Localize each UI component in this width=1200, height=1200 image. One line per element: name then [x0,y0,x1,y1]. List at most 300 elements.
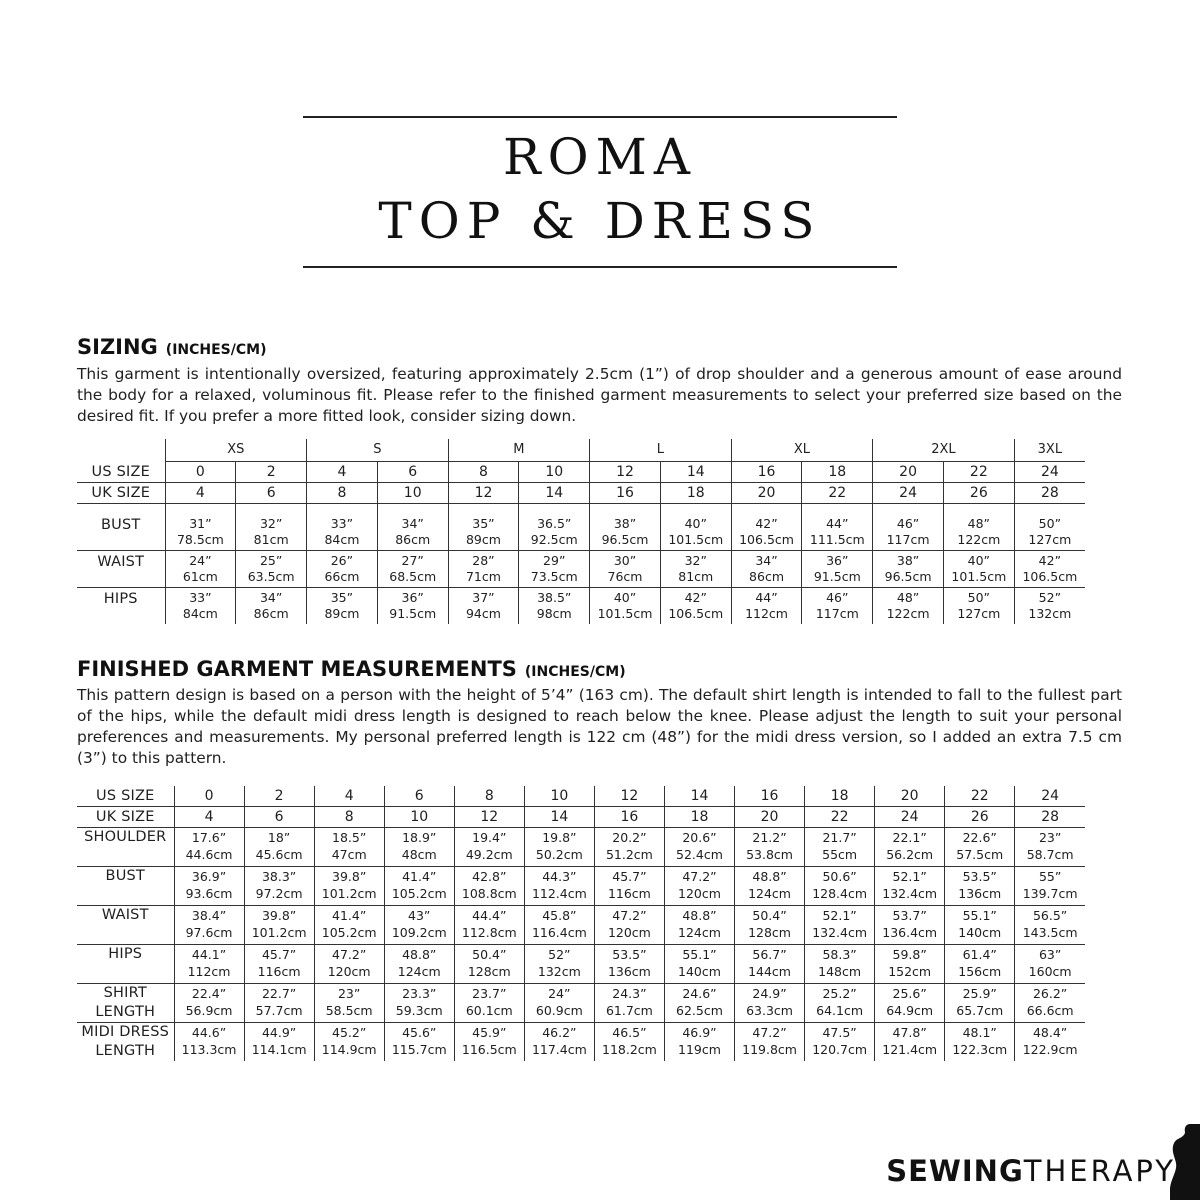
inch-value: 35” [472,516,495,531]
measurement-cell [1015,1023,1085,1062]
inch-value: 36” [826,553,849,568]
measurement-cell [731,588,802,625]
measurement-cell [377,588,448,625]
uk-size-label: UK SIZE [77,483,165,504]
size-group-header: 2XL [873,439,1015,462]
cm-value: 63.3cm [746,1003,793,1018]
measurement-cell [524,1023,594,1062]
measurement-cell [236,588,307,625]
cm-value: 128cm [748,925,791,940]
measurement-cell [594,1023,664,1062]
measurement-cell [945,1023,1015,1062]
inch-value: 20.2” [612,830,647,845]
us-size-label: US SIZE [77,786,174,807]
cm-value: 86cm [749,569,785,584]
cm-value: 132.4cm [882,886,938,901]
cm-value: 120cm [607,925,651,940]
cm-value: 89cm [324,606,360,621]
measurement-cell [1015,945,1085,984]
sizing-heading-unit: (INCHES/CM) [165,342,267,358]
spacer-cell [77,504,165,515]
inch-value: 24.6” [682,986,717,1001]
measurement-cell [875,867,945,906]
inch-value: 23” [337,986,361,1001]
inch-value: 50” [1038,516,1062,531]
inch-value: 26” [330,553,354,568]
inch-value: 18.9” [402,830,437,845]
cm-value: 55cm [822,847,858,862]
measurement-cell [384,906,454,945]
inch-value: 44.3” [542,869,577,884]
size-group-header: XS [165,439,307,462]
measurement-cell [1014,551,1085,588]
us-size-cell: 18 [802,462,873,483]
measurement-cell [236,514,307,551]
inch-value: 48.8” [752,869,787,884]
cm-value: 66.6cm [1026,1003,1074,1018]
measurement-label: WAIST [77,551,165,588]
cm-value: 152cm [888,964,932,979]
inch-value: 24.3” [612,986,647,1001]
inch-value: 41.4” [402,869,437,884]
inch-value: 52” [1038,590,1062,605]
measurement-cell [590,588,661,625]
cm-value: 116cm [607,886,651,901]
us-size-cell: 8 [448,462,519,483]
measurement-label [77,945,174,984]
inch-value: 47.2” [752,1025,787,1040]
measurement-cell [1014,588,1085,625]
spacer-cell [943,504,1014,515]
inch-value: 48” [967,516,991,531]
inch-value: 22.4” [191,986,227,1001]
cm-value: 124cm [678,925,721,940]
uk-size-cell: 24 [873,483,944,504]
inch-value: 44.4” [472,908,507,923]
us-size-cell: 10 [524,786,594,807]
cm-value: 101.2cm [251,925,307,940]
cm-value: 98cm [536,606,572,621]
us-size-cell: 18 [805,786,875,807]
uk-size-cell: 12 [448,483,519,504]
cm-value: 60.9cm [535,1003,583,1018]
cm-value: 156cm [958,964,1002,979]
measurement-cell [802,551,873,588]
inch-value: 24.9” [752,986,787,1001]
inch-value: 34” [755,553,778,568]
measurement-cell [945,828,1015,867]
inch-value: 55.1” [682,947,717,962]
spacer-cell [165,504,236,515]
inch-value: 22.7” [261,986,297,1001]
measurement-cell [660,588,731,625]
cm-value: 116.5cm [461,1042,517,1057]
inch-value: 18.5” [332,830,367,845]
measurement-cell [384,828,454,867]
uk-size-cell: 22 [802,483,873,504]
measurement-cell [314,1023,384,1062]
inch-value: 46.2” [542,1025,577,1040]
inch-value: 40” [613,590,637,605]
measurement-cell [519,551,590,588]
measurement-cell [805,867,875,906]
cm-value: 68.5cm [389,569,437,584]
uk-size-cell: 4 [165,483,236,504]
cm-value: 106.5cm [668,606,724,621]
measurement-cell [664,828,734,867]
us-size-cell: 16 [731,462,802,483]
inch-value: 38.5” [537,590,572,605]
measurement-cell [1015,828,1085,867]
cm-value: 53.8cm [746,847,793,862]
cm-value: 93.6cm [185,886,233,901]
sizing-table [77,439,1085,624]
cm-value: 59.3cm [395,1003,443,1018]
measurement-cell [735,945,805,984]
cm-value: 45.6cm [255,847,303,862]
measurement-label [77,867,174,906]
measurement-cell [307,551,378,588]
brand-light: THERAPY [1023,1154,1176,1188]
cm-value: 86cm [253,606,289,621]
measurement-label [77,828,174,867]
cm-value: 56.2cm [886,847,934,862]
cm-value: 65.7cm [956,1003,1004,1018]
measurement-cell [307,588,378,625]
inch-value: 47.5” [822,1025,857,1040]
cm-value: 108.8cm [461,886,517,901]
uk-size-cell: 20 [735,807,805,828]
uk-size-cell: 10 [384,807,454,828]
cm-value: 128.4cm [812,886,868,901]
cm-value: 101.5cm [597,606,653,621]
inch-value: 48.4” [1032,1025,1068,1040]
cm-value: 64.9cm [886,1003,934,1018]
cm-value: 132cm [537,964,581,979]
title-line-2: TOP & DRESS [378,192,822,250]
measurement-cell [805,906,875,945]
inch-value: 50.4” [752,908,787,923]
cm-value: 117.4cm [531,1042,587,1057]
cm-value: 106.5cm [1022,569,1078,584]
measurement-cell [660,514,731,551]
measurement-cell [454,906,524,945]
spacer-cell [590,504,661,515]
title-block [303,116,897,268]
inch-value: 42” [684,590,707,605]
cm-value: 109.2cm [391,925,447,940]
cm-value: 122cm [886,606,930,621]
measurement-cell [664,945,734,984]
cm-value: 61.7cm [605,1003,653,1018]
measurement-cell [448,551,519,588]
measurement-cell [594,867,664,906]
cm-value: 56.9cm [185,1003,233,1018]
size-group-header: XL [731,439,873,462]
cm-value: 132cm [1028,606,1072,621]
inch-value: 36.9” [191,869,227,884]
cm-value: 122cm [957,532,1001,547]
cm-value: 116cm [257,964,301,979]
inch-value: 45.7” [261,947,297,962]
inch-value: 21.7” [822,830,857,845]
measurement-cell [524,984,594,1023]
measurement-cell [454,1023,524,1062]
inch-value: 48.8” [402,947,437,962]
cm-value: 44.6cm [185,847,233,862]
cm-value: 139.7cm [1022,886,1078,901]
inch-value: 38” [896,553,920,568]
cm-value: 105.2cm [321,925,377,940]
inch-value: 48.8” [682,908,717,923]
inch-value: 45.8” [542,908,577,923]
measurement-cell [524,906,594,945]
cm-value: 120.7cm [812,1042,868,1057]
inch-value: 19.4” [472,830,507,845]
brand-bold: SEWING [886,1154,1024,1188]
uk-size-cell: 22 [805,807,875,828]
uk-size-cell: 18 [664,807,734,828]
cm-value: 97.6cm [185,925,233,940]
cm-value: 81cm [253,532,289,547]
inch-value: 43” [408,908,431,923]
inch-value: 25” [259,553,283,568]
measurement-cell [165,551,236,588]
measurement-cell [174,828,244,867]
inch-value: 24” [189,553,212,568]
inch-value: 22.1” [892,830,927,845]
inch-value: 46.5” [612,1025,647,1040]
measurement-cell [454,945,524,984]
measurement-cell [943,551,1014,588]
measurement-cell [873,514,944,551]
inch-value: 58.3” [822,947,857,962]
measurement-cell [244,867,314,906]
cm-value: 124cm [397,964,441,979]
cm-value: 81cm [678,569,714,584]
dress-form-icon [1160,1122,1200,1200]
measurement-cell [314,867,384,906]
inch-value: 48.1” [962,1025,997,1040]
cm-value: 118.2cm [602,1042,657,1057]
inch-value: 19.8” [542,830,577,845]
spacer-cell [448,504,519,515]
uk-size-cell: 10 [377,483,448,504]
cm-value: 96.5cm [884,569,932,584]
us-size-label: US SIZE [77,462,165,483]
inch-value: 63” [1038,947,1062,962]
inch-value: 22.6” [962,830,997,845]
measurement-cell [594,984,664,1023]
measurement-label-line: HIPS [108,946,143,962]
finished-heading [77,657,626,681]
inch-value: 42” [1038,553,1062,568]
measurement-cell [735,828,805,867]
measurement-cell [384,867,454,906]
measurement-cell [875,1023,945,1062]
inch-value: 35” [330,590,354,605]
title-line-1: ROMA [503,128,697,186]
cm-value: 140cm [678,964,721,979]
measurement-cell [875,984,945,1023]
uk-size-cell: 4 [174,807,244,828]
inch-value: 59.8” [892,947,927,962]
uk-size-cell: 8 [314,807,384,828]
measurement-cell [454,867,524,906]
inch-value: 45.9” [472,1025,507,1040]
sizing-heading-text: SIZING [77,335,158,359]
inch-value: 34” [401,516,424,531]
measurement-label [77,906,174,945]
measurement-cell [945,945,1015,984]
measurement-label-line: MIDI DRESS [81,1024,170,1040]
inch-value: 17.6” [191,830,227,845]
measurement-cell [875,945,945,984]
inch-value: 52.1” [822,908,857,923]
inch-value: 21.2” [752,830,787,845]
uk-size-cell: 28 [1014,483,1085,504]
measurement-cell [454,984,524,1023]
cm-value: 61cm [182,569,218,584]
cm-value: 120cm [327,964,371,979]
inch-value: 36” [401,590,424,605]
cm-value: 148cm [818,964,862,979]
inch-value: 23.3” [402,986,437,1001]
inch-value: 56.7” [752,947,787,962]
measurement-cell [1015,906,1085,945]
measurement-label [77,984,174,1023]
cm-value: 117cm [886,532,930,547]
inch-value: 37” [472,590,495,605]
finished-heading-text: FINISHED GARMENT MEASUREMENTS [77,657,517,681]
cm-value: 101.5cm [951,569,1007,584]
inch-value: 38.3” [261,869,297,884]
cm-value: 122.3cm [952,1042,1008,1057]
measurement-cell [945,867,1015,906]
measurement-cell [314,906,384,945]
inch-value: 39.8” [332,869,367,884]
measurement-cell [873,588,944,625]
us-size-cell: 6 [377,462,448,483]
cm-value: 114.9cm [321,1042,377,1057]
us-size-cell: 22 [943,462,1014,483]
inch-value: 45.7” [612,869,647,884]
us-size-cell: 20 [875,786,945,807]
cm-value: 48cm [401,847,437,862]
inch-value: 27” [401,553,424,568]
us-size-cell: 14 [664,786,734,807]
finished-table [77,786,1085,1061]
inch-value: 55” [1038,869,1062,884]
cm-value: 140cm [958,925,1002,940]
cm-value: 119cm [678,1042,721,1057]
measurement-cell [307,514,378,551]
measurement-cell [802,514,873,551]
spacer-cell [307,504,378,515]
cm-value: 86cm [395,532,431,547]
measurement-cell [875,906,945,945]
measurement-label-line: LENGTH [95,1004,156,1020]
measurement-cell [244,984,314,1023]
inch-value: 48” [896,590,920,605]
measurement-cell [735,906,805,945]
uk-size-cell: 14 [519,483,590,504]
measurement-cell [731,514,802,551]
us-size-cell: 20 [873,462,944,483]
inch-value: 40” [684,516,707,531]
uk-size-label: UK SIZE [77,807,174,828]
brand-wordmark [886,1154,1176,1188]
cm-value: 121.4cm [882,1042,938,1057]
cm-value: 64.1cm [816,1003,864,1018]
measurement-cell [244,906,314,945]
cm-value: 101.2cm [321,886,377,901]
cm-value: 160cm [1028,964,1072,979]
sizing-paragraph: This garment is intentionally oversized, featuring approximately 2.5cm (1”) of drop shoulder and a generous amount of ease around the body for a relaxed, voluminous fit. Please refer to the finished garment measurements to select your preferred size based on the desired fit. If you prefer a more fitted look, consider sizing down. [77,365,1122,425]
measurement-cell [945,906,1015,945]
cm-value: 101.5cm [668,532,724,547]
measurement-cell [236,551,307,588]
measurement-cell [590,551,661,588]
cm-value: 112cm [187,964,231,979]
uk-size-cell: 14 [524,807,594,828]
inch-value: 46.9” [682,1025,717,1040]
cm-value: 136cm [607,964,651,979]
inch-value: 26.2” [1032,986,1068,1001]
inch-value: 33” [330,516,354,531]
spacer-cell [236,504,307,515]
inch-value: 44” [826,516,849,531]
measurement-cell [664,867,734,906]
measurement-cell [448,514,519,551]
cm-value: 136.4cm [882,925,938,940]
us-size-cell: 12 [594,786,664,807]
measurement-cell [731,551,802,588]
inch-value: 50.6” [822,869,857,884]
finished-heading-unit: (INCHES/CM) [524,664,626,680]
cm-value: 78.5cm [176,532,224,547]
measurement-label: HIPS [77,588,165,625]
measurement-cell [594,945,664,984]
cm-value: 91.5cm [813,569,861,584]
inch-value: 46” [826,590,849,605]
us-size-cell: 2 [244,786,314,807]
measurement-label-line: LENGTH [95,1043,156,1059]
inch-value: 42” [755,516,778,531]
measurement-cell [384,984,454,1023]
us-size-cell: 16 [735,786,805,807]
inch-value: 56.5” [1032,908,1068,923]
measurement-cell [943,514,1014,551]
inch-value: 25.6” [892,986,927,1001]
us-size-cell: 0 [174,786,244,807]
cm-value: 63.5cm [247,569,295,584]
cm-value: 47cm [331,847,367,862]
cm-value: 91.5cm [389,606,437,621]
finished-paragraph: This pattern design is based on a person with the height of 5’4” (163 cm). The default shirt length is intended to fall to the fullest part of the hips, while the default midi dress length is designed to reach below the knee. Please adjust the length to suit your personal preferences and measurements. My personal preferred length is 122 cm (48”) for the midi dress version, so I added an extra 7.5 cm (3”) to this pattern. [77,686,1122,767]
measurement-label-line: WAIST [101,907,149,923]
us-size-cell: 12 [590,462,661,483]
inch-value: 38.4” [191,908,227,923]
cm-value: 122.9cm [1022,1042,1078,1057]
measurement-cell [805,828,875,867]
uk-size-cell: 6 [236,483,307,504]
inch-value: 53.7” [892,908,927,923]
cm-value: 144cm [748,964,791,979]
measurement-cell [524,828,594,867]
spacer-cell [660,504,731,515]
inch-value: 44” [755,590,778,605]
